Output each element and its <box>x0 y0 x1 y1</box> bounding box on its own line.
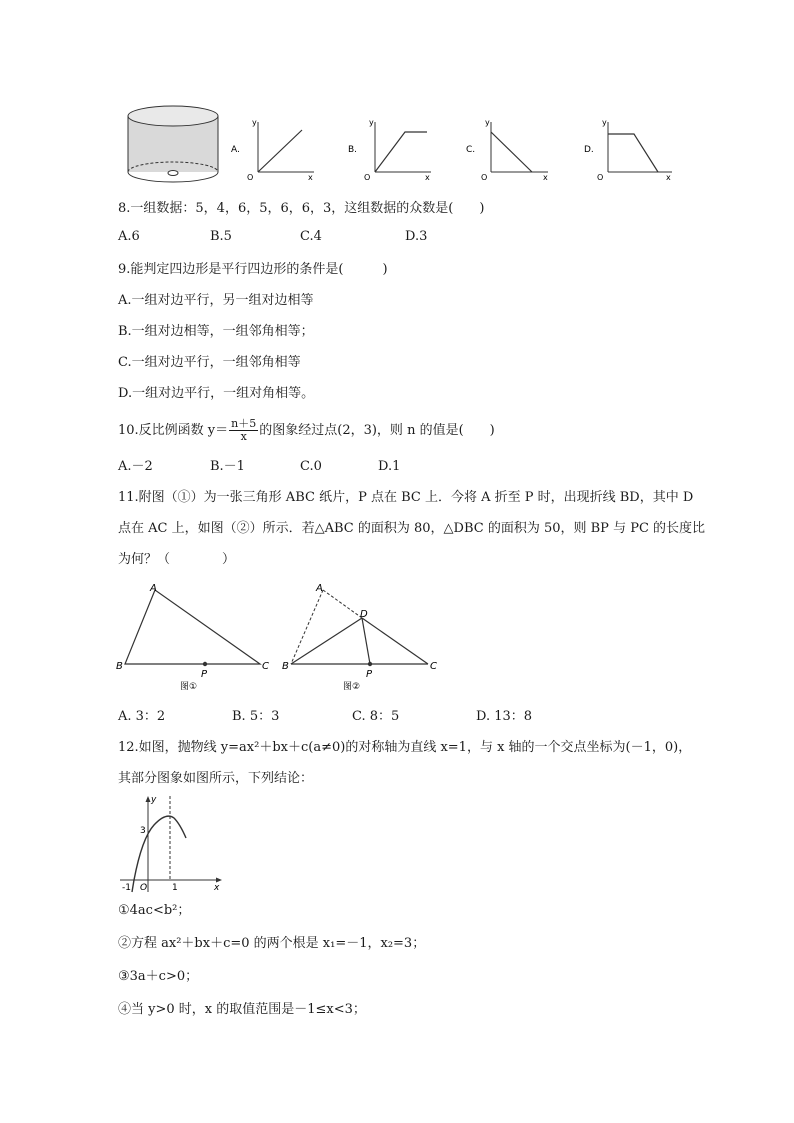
svg-text:y: y <box>369 118 374 127</box>
q11-option-a[interactable]: A. 3：2 <box>118 709 166 724</box>
svg-text:y: y <box>151 795 157 805</box>
svg-text:C: C <box>430 661 437 672</box>
graph-c <box>466 118 548 182</box>
svg-text:P: P <box>201 669 208 680</box>
q8-option-a[interactable]: A.6 <box>118 229 140 244</box>
svg-text:-1: -1 <box>122 883 131 893</box>
svg-text:B: B <box>116 661 123 672</box>
q10-stem <box>118 416 495 446</box>
svg-text:D.: D. <box>584 145 594 155</box>
svg-text:O: O <box>597 173 604 182</box>
svg-text:O: O <box>364 173 371 182</box>
q10-fraction-denominator: x <box>240 430 247 443</box>
q11-line3: 为何？（ ） <box>118 552 236 567</box>
q12-line2: 其部分图象如图所示，下列结论： <box>118 771 314 786</box>
q11-option-b[interactable]: B. 5：3 <box>232 709 280 724</box>
svg-text:y: y <box>602 118 607 127</box>
svg-text:A: A <box>150 583 157 594</box>
q9-option-a[interactable]: A.一组对边平行，另一组对边相等 <box>118 293 314 308</box>
q12-conclusion-2: ②方程 ax²＋bx＋c=0 的两个根是 x₁=－1，x₂=3； <box>118 936 426 951</box>
graph-a <box>231 118 314 182</box>
q9-option-d[interactable]: D.一组对边平行，一组对角相等。 <box>118 386 315 401</box>
svg-text:x: x <box>666 173 671 182</box>
svg-text:x: x <box>425 173 430 182</box>
svg-text:1: 1 <box>172 883 178 893</box>
q10-suffix: 的图象经过点(2，3)，则 n 的值是( ) <box>259 423 495 438</box>
svg-text:x: x <box>543 173 548 182</box>
q9-option-b[interactable]: B.一组对边相等，一组邻角相等； <box>118 324 314 339</box>
q10-option-b[interactable]: B.－1 <box>210 459 245 474</box>
svg-text:图②: 图② <box>343 682 361 692</box>
q11-line2: 点在 AC 上，如图（②）所示．若△ABC 的面积为 80，△DBC 的面积为 50，则 BP 与 PC 的长度比 <box>118 521 706 536</box>
q8-option-b[interactable]: B.5 <box>210 229 232 244</box>
svg-text:x: x <box>308 173 313 182</box>
q12-conclusion-3: ③3a＋c>0； <box>118 969 199 984</box>
q12-parabola-graph <box>118 792 228 894</box>
svg-text:y: y <box>485 118 490 127</box>
q11-option-c[interactable]: C. 8：5 <box>352 709 400 724</box>
q10-option-a[interactable]: A.－2 <box>118 459 153 474</box>
q8-option-c[interactable]: C.4 <box>300 229 322 244</box>
svg-text:图①: 图① <box>180 682 198 692</box>
top-figures <box>118 100 558 186</box>
graph-b <box>348 118 431 182</box>
q10-prefix: 10.反比例函数 y＝ <box>118 423 229 438</box>
svg-text:A: A <box>316 583 323 594</box>
svg-text:O: O <box>247 173 254 182</box>
q10-option-c[interactable]: C.0 <box>300 459 322 474</box>
svg-text:P: P <box>366 669 373 680</box>
svg-text:O: O <box>481 173 488 182</box>
q12-line1: 12.如图，抛物线 y=ax²＋bx＋c(a≠0)的对称轴为直线 x=1，与 x 轴的一个交点坐标为(－1，0)， <box>118 740 692 755</box>
svg-text:3: 3 <box>140 826 146 836</box>
svg-text:C: C <box>262 661 269 672</box>
q10-fraction-numerator: n＋5 <box>231 417 257 430</box>
q11-figure-2 <box>282 583 437 692</box>
q11-figure-1 <box>116 583 269 692</box>
cylinder-figure <box>128 106 218 182</box>
svg-text:O: O <box>140 883 148 893</box>
q11-option-d[interactable]: D. 13：8 <box>476 709 533 724</box>
q12-conclusion-1: ①4ac<b²； <box>118 903 191 918</box>
svg-text:x: x <box>214 883 220 893</box>
svg-text:B: B <box>282 661 289 672</box>
q12-conclusion-4: ④当 y>0 时，x 的取值范围是－1≤x<3； <box>118 1002 366 1017</box>
q9-stem: 9.能判定四边形是平行四边形的条件是( ) <box>118 262 388 277</box>
q8-option-d[interactable]: D.3 <box>405 229 428 244</box>
svg-text:A.: A. <box>231 145 240 155</box>
q10-fraction <box>229 418 258 443</box>
q10-option-d[interactable]: D.1 <box>378 459 401 474</box>
q11-line1: 11.附图（①）为一张三角形 ABC 纸片，P 点在 BC 上．今将 A 折至 P 时，出现折线 BD，其中 D <box>118 490 694 505</box>
svg-text:D: D <box>360 609 368 620</box>
svg-text:y: y <box>252 118 257 127</box>
q8-stem: 8.一组数据：5，4，6，5，6，6，3，这组数据的众数是( ) <box>118 201 485 216</box>
svg-text:B.: B. <box>348 145 358 155</box>
graph-d <box>578 100 678 186</box>
q9-option-c[interactable]: C.一组对边平行，一组邻角相等 <box>118 355 301 370</box>
svg-text:C.: C. <box>466 145 476 155</box>
q11-figures <box>110 580 470 696</box>
